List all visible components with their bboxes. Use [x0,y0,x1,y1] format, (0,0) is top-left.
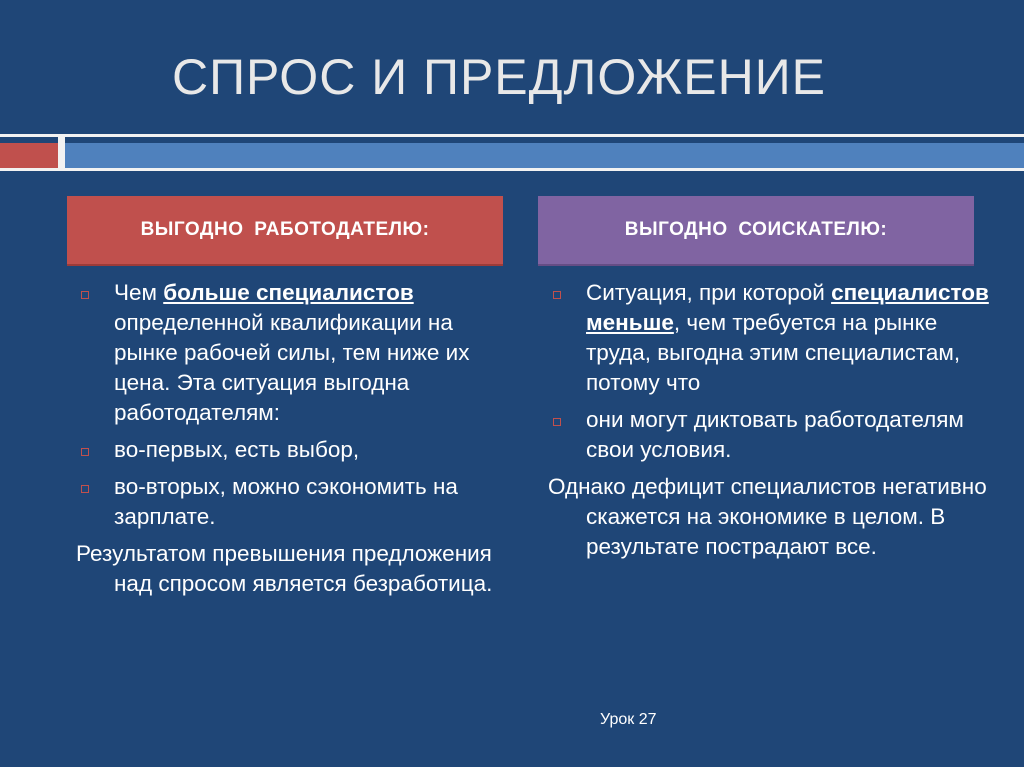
list-item [548,405,993,465]
list-item-text: Чем больше специалистов определенной квалификации на рынке рабочей силы, тем ниже их цена. Эта ситуация выгодна работодателям: [114,280,470,425]
checkbox-square-icon [553,418,561,426]
slide-footer: Урок 27 [600,711,657,728]
slide-title: СПРОС И ПРЕДЛОЖЕНИЕ [172,49,827,105]
jobseeker-column [548,278,993,562]
checkbox-square-icon [553,291,561,299]
employer-header-label: ВЫГОДНО РАБОТОДАТЕЛЮ: [140,219,430,240]
list-item [76,278,516,428]
employer-conclusion: Результатом превышения предложения над спросом является безработица. [76,541,493,596]
list-item [76,435,516,465]
jobseeker-header-label: ВЫГОДНО СОИСКАТЕЛЮ: [624,219,888,240]
list-item-text: во-вторых, можно сэкономить на зарплате. [114,474,458,529]
accent-bar-blue [65,143,1024,168]
jobseeker-header [538,196,974,266]
divider-line-top [0,134,1024,137]
divider-line-bottom [0,168,1024,171]
emphasis-text: специалистов меньше [586,280,989,335]
checkbox-square-icon [81,485,89,493]
checkbox-square-icon [81,448,89,456]
jobseeker-conclusion: Однако дефицит специалистов негативно скажется на экономике в целом. В результате пострадают все. [548,474,987,559]
list-item-text: во-первых, есть выбор, [114,437,360,462]
employer-column [76,278,516,599]
accent-bar-red [0,143,58,168]
emphasis-text: больше специалистов [163,280,414,305]
employer-header [67,196,503,266]
checkbox-square-icon [81,291,89,299]
list-item-text: они могут диктовать работодателям свои условия. [586,407,964,462]
list-item [548,278,993,398]
list-item-text: Ситуация, при которой специалистов меньше, чем требуется на рынке труда, выгодна этим специалистам, потому что [586,280,989,395]
list-item [76,472,516,532]
divider-gap [58,137,65,168]
